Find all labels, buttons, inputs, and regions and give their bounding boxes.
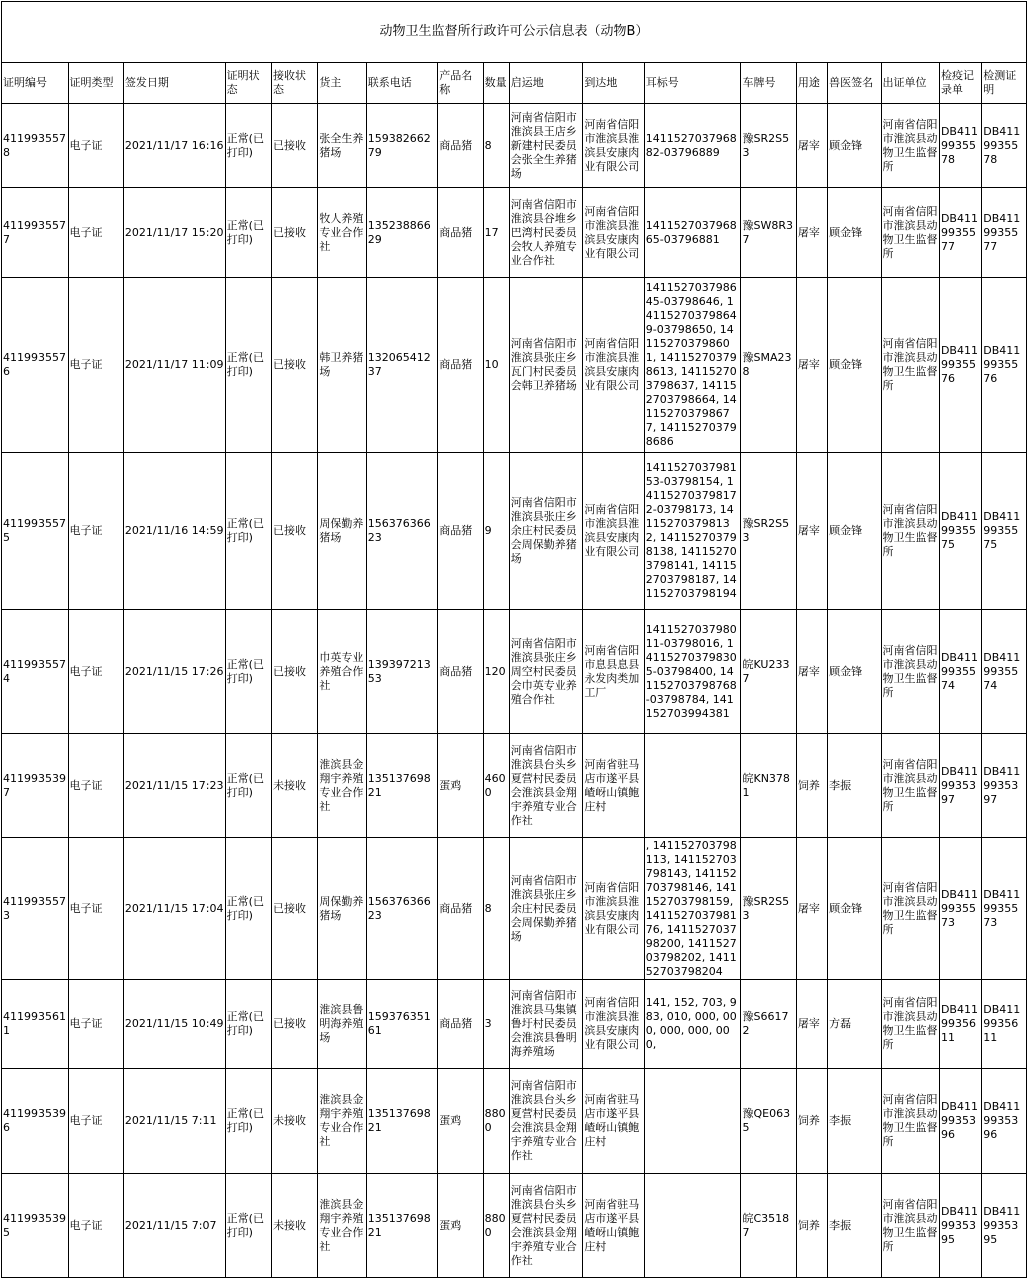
permit-table (1, 1, 1027, 1278)
purpose: 屠宰 (796, 610, 827, 734)
origin: 河南省信阳市淮滨县台头乡夏营村民委员会淮滨县金翔宇养殖专业合作社 (509, 734, 583, 838)
vet-signature: 李振 (828, 1174, 881, 1278)
test-certificate: DB4119935611 (982, 980, 1027, 1069)
destination: 河南省信阳市淮滨县淮滨县安康肉业有限公司 (583, 838, 644, 980)
column-header: 货主 (318, 63, 366, 104)
cert-id: 4119935577 (2, 188, 69, 278)
cert-status: 正常(已打印) (225, 1174, 271, 1278)
test-certificate: DB4119935574 (982, 610, 1027, 734)
table-row (2, 188, 1027, 278)
test-certificate: DB4119935575 (982, 453, 1027, 610)
receive-status: 已接收 (272, 188, 318, 278)
quantity: 8 (483, 838, 509, 980)
cert-type: 电子证 (68, 1069, 123, 1174)
origin: 河南省信阳市淮滨县马集镇鲁圩村民委员会淮滨县鲁明海养殖场 (509, 980, 583, 1069)
issue-date: 2021/11/15 10:49 (123, 980, 225, 1069)
cert-status: 正常(已打印) (225, 838, 271, 980)
issue-date: 2021/11/15 17:23 (123, 734, 225, 838)
phone: 13523886629 (366, 188, 438, 278)
ear-tags (644, 734, 741, 838)
quantity: 4600 (483, 734, 509, 838)
vet-signature: 顾金锋 (828, 188, 881, 278)
vet-signature: 顾金锋 (828, 104, 881, 188)
cert-status: 正常(已打印) (225, 278, 271, 453)
inspection-record: DB4119935395 (939, 1174, 981, 1278)
product-name: 商品猪 (438, 838, 483, 980)
issue-date: 2021/11/15 17:26 (123, 610, 225, 734)
cert-id: 4119935397 (2, 734, 69, 838)
receive-status: 已接收 (272, 453, 318, 610)
column-header: 接收状态 (272, 63, 318, 104)
inspection-record: DB4119935611 (939, 980, 981, 1069)
column-header: 证明类型 (68, 63, 123, 104)
ear-tags (644, 1069, 741, 1174)
purpose: 饲养 (796, 1174, 827, 1278)
plate-number: 豫SR2S53 (741, 838, 796, 980)
cert-type: 电子证 (68, 1174, 123, 1278)
purpose: 屠宰 (796, 278, 827, 453)
cert-status: 正常(已打印) (225, 610, 271, 734)
issuing-unit: 河南省信阳市淮滨县动物卫生监督所 (881, 610, 939, 734)
issuing-unit: 河南省信阳市淮滨县动物卫生监督所 (881, 453, 939, 610)
cert-id: 4119935574 (2, 610, 69, 734)
phone: 15938266279 (366, 104, 438, 188)
phone: 13939721353 (366, 610, 438, 734)
cert-id: 4119935576 (2, 278, 69, 453)
cert-type: 电子证 (68, 838, 123, 980)
purpose: 屠宰 (796, 188, 827, 278)
column-header: 检疫记录单 (939, 63, 981, 104)
ear-tags (644, 1174, 741, 1278)
phone: 13513769821 (366, 734, 438, 838)
origin: 河南省信阳市淮滨县台头乡夏营村民委员会淮滨县金翔宇养殖专业合作社 (509, 1174, 583, 1278)
vet-signature: 李振 (828, 734, 881, 838)
table-row (2, 104, 1027, 188)
column-header: 耳标号 (644, 63, 741, 104)
issue-date: 2021/11/15 7:07 (123, 1174, 225, 1278)
cert-type: 电子证 (68, 453, 123, 610)
issue-date: 2021/11/15 7:11 (123, 1069, 225, 1174)
cert-status: 正常(已打印) (225, 980, 271, 1069)
issuing-unit: 河南省信阳市淮滨县动物卫生监督所 (881, 1174, 939, 1278)
owner: 牧人养殖专业合作社 (318, 188, 366, 278)
table-row (2, 1069, 1027, 1174)
inspection-record: DB4119935578 (939, 104, 981, 188)
issuing-unit: 河南省信阳市淮滨县动物卫生监督所 (881, 188, 939, 278)
vet-signature: 李振 (828, 1069, 881, 1174)
cert-id: 4119935575 (2, 453, 69, 610)
column-header: 到达地 (583, 63, 644, 104)
quantity: 8800 (483, 1069, 509, 1174)
ear-tags: 141152703796882-03796889 (644, 104, 741, 188)
product-name: 商品猪 (438, 453, 483, 610)
product-name: 商品猪 (438, 980, 483, 1069)
issuing-unit: 河南省信阳市淮滨县动物卫生监督所 (881, 1069, 939, 1174)
column-header: 证明编号 (2, 63, 69, 104)
cert-type: 电子证 (68, 278, 123, 453)
vet-signature: 顾金锋 (828, 610, 881, 734)
destination: 河南省驻马店市遂平县嵖岈山镇鲍庄村 (583, 1069, 644, 1174)
ear-tags: 141152703798645-03798646, 141152703798649-03798650, 141152703798601, 141152703798613, 141152703798637, 141152703798664, 141152703798677, 141152703798686 (644, 278, 741, 453)
cert-type: 电子证 (68, 734, 123, 838)
plate-number: 豫S66172 (741, 980, 796, 1069)
cert-type: 电子证 (68, 610, 123, 734)
column-header: 出证单位 (881, 63, 939, 104)
table-row (2, 734, 1027, 838)
origin: 河南省信阳市淮滨县张庄乡周空村民委员会巾英专业养殖合作社 (509, 610, 583, 734)
destination: 河南省驻马店市遂平县嵖岈山镇鲍庄村 (583, 734, 644, 838)
plate-number: 皖KN3781 (741, 734, 796, 838)
issuing-unit: 河南省信阳市淮滨县动物卫生监督所 (881, 838, 939, 980)
destination: 河南省信阳市息县息县永发肉类加工厂 (583, 610, 644, 734)
product-name: 蛋鸡 (438, 1174, 483, 1278)
receive-status: 已接收 (272, 838, 318, 980)
quantity: 8800 (483, 1174, 509, 1278)
owner: 周保勤养猪场 (318, 453, 366, 610)
cert-status: 正常(已打印) (225, 1069, 271, 1174)
destination: 河南省信阳市淮滨县淮滨县安康肉业有限公司 (583, 278, 644, 453)
inspection-record: DB4119935577 (939, 188, 981, 278)
column-header: 联系电话 (366, 63, 438, 104)
product-name: 商品猪 (438, 610, 483, 734)
product-name: 商品猪 (438, 104, 483, 188)
plate-number: 豫SR2S53 (741, 453, 796, 610)
origin: 河南省信阳市淮滨县谷堆乡巴湾村民委员会牧人养殖专业合作社 (509, 188, 583, 278)
owner: 巾英专业养殖合作社 (318, 610, 366, 734)
inspection-record: DB4119935576 (939, 278, 981, 453)
receive-status: 已接收 (272, 980, 318, 1069)
quantity: 10 (483, 278, 509, 453)
owner: 周保勤养猪场 (318, 838, 366, 980)
test-certificate: DB4119935577 (982, 188, 1027, 278)
cert-status: 正常(已打印) (225, 734, 271, 838)
column-header: 启运地 (509, 63, 583, 104)
receive-status: 未接收 (272, 1174, 318, 1278)
vet-signature: 顾金锋 (828, 278, 881, 453)
cert-id: 4119935573 (2, 838, 69, 980)
receive-status: 已接收 (272, 610, 318, 734)
column-header: 数量 (483, 63, 509, 104)
cert-id: 4119935578 (2, 104, 69, 188)
plate-number: 皖C35187 (741, 1174, 796, 1278)
origin: 河南省信阳市淮滨县张庄乡余庄村民委员会周保勤养猪场 (509, 453, 583, 610)
destination: 河南省驻马店市遂平县嵖岈山镇鲍庄村 (583, 1174, 644, 1278)
purpose: 屠宰 (796, 838, 827, 980)
owner: 张全生养猪场 (318, 104, 366, 188)
cert-id: 4119935611 (2, 980, 69, 1069)
inspection-record: DB4119935574 (939, 610, 981, 734)
column-header: 产品名称 (438, 63, 483, 104)
cert-status: 正常(已打印) (225, 453, 271, 610)
quantity: 3 (483, 980, 509, 1069)
product-name: 蛋鸡 (438, 1069, 483, 1174)
purpose: 饲养 (796, 1069, 827, 1174)
cert-type: 电子证 (68, 104, 123, 188)
receive-status: 已接收 (272, 278, 318, 453)
test-certificate: DB4119935397 (982, 734, 1027, 838)
cert-status: 正常(已打印) (225, 188, 271, 278)
header-row (2, 63, 1027, 104)
cert-type: 电子证 (68, 188, 123, 278)
quantity: 120 (483, 610, 509, 734)
cert-type: 电子证 (68, 980, 123, 1069)
column-header: 签发日期 (123, 63, 225, 104)
test-certificate: DB4119935573 (982, 838, 1027, 980)
inspection-record: DB4119935397 (939, 734, 981, 838)
cert-id: 4119935395 (2, 1174, 69, 1278)
issue-date: 2021/11/15 17:04 (123, 838, 225, 980)
table-row (2, 610, 1027, 734)
column-header: 用途 (796, 63, 827, 104)
purpose: 饲养 (796, 734, 827, 838)
plate-number: 豫SW8R37 (741, 188, 796, 278)
inspection-record: DB4119935396 (939, 1069, 981, 1174)
column-header: 证明状态 (225, 63, 271, 104)
product-name: 商品猪 (438, 278, 483, 453)
table-title: 动物卫生监督所行政许可公示信息表（动物B） (2, 2, 1027, 63)
column-header: 检测证明 (982, 63, 1027, 104)
quantity: 17 (483, 188, 509, 278)
receive-status: 未接收 (272, 734, 318, 838)
cert-status: 正常(已打印) (225, 104, 271, 188)
plate-number: 豫SMA238 (741, 278, 796, 453)
destination: 河南省信阳市淮滨县淮滨县安康肉业有限公司 (583, 104, 644, 188)
ear-tags: 141, 152, 703, 983, 010, 000, 000, 000, 000, 000, (644, 980, 741, 1069)
vet-signature: 顾金锋 (828, 453, 881, 610)
owner: 韩卫养猪场 (318, 278, 366, 453)
table-row (2, 453, 1027, 610)
issuing-unit: 河南省信阳市淮滨县动物卫生监督所 (881, 278, 939, 453)
column-header: 车牌号 (741, 63, 796, 104)
table-row (2, 278, 1027, 453)
owner: 淮滨县金翔宇养殖专业合作社 (318, 1174, 366, 1278)
issue-date: 2021/11/16 14:59 (123, 453, 225, 610)
table-row (2, 980, 1027, 1069)
phone: 15937635161 (366, 980, 438, 1069)
issuing-unit: 河南省信阳市淮滨县动物卫生监督所 (881, 980, 939, 1069)
origin: 河南省信阳市淮滨县王店乡新建村民委员会张全生养猪场 (509, 104, 583, 188)
quantity: 9 (483, 453, 509, 610)
issuing-unit: 河南省信阳市淮滨县动物卫生监督所 (881, 104, 939, 188)
owner: 淮滨县金翔宇养殖专业合作社 (318, 1069, 366, 1174)
destination: 河南省信阳市淮滨县淮滨县安康肉业有限公司 (583, 453, 644, 610)
inspection-record: DB4119935575 (939, 453, 981, 610)
ear-tags: 141152703798011-03798016, 141152703798305-03798400, 141152703798768-03798784, 141152703994381 (644, 610, 741, 734)
owner: 淮滨县金翔宇养殖专业合作社 (318, 734, 366, 838)
product-name: 商品猪 (438, 188, 483, 278)
quantity: 8 (483, 104, 509, 188)
phone: 15637636623 (366, 838, 438, 980)
origin: 河南省信阳市淮滨县张庄乡余庄村民委员会周保勤养猪场 (509, 838, 583, 980)
table-row (2, 838, 1027, 980)
test-certificate: DB4119935396 (982, 1069, 1027, 1174)
issue-date: 2021/11/17 15:20 (123, 188, 225, 278)
receive-status: 未接收 (272, 1069, 318, 1174)
purpose: 屠宰 (796, 104, 827, 188)
origin: 河南省信阳市淮滨县台头乡夏营村民委员会淮滨县金翔宇养殖专业合作社 (509, 1069, 583, 1174)
column-header: 兽医签名 (828, 63, 881, 104)
plate-number: 豫QE0635 (741, 1069, 796, 1174)
product-name: 蛋鸡 (438, 734, 483, 838)
cert-id: 4119935396 (2, 1069, 69, 1174)
test-certificate: DB4119935395 (982, 1174, 1027, 1278)
inspection-record: DB4119935573 (939, 838, 981, 980)
issuing-unit: 河南省信阳市淮滨县动物卫生监督所 (881, 734, 939, 838)
issue-date: 2021/11/17 11:09 (123, 278, 225, 453)
table-row (2, 1174, 1027, 1278)
purpose: 屠宰 (796, 980, 827, 1069)
origin: 河南省信阳市淮滨县张庄乡瓦门村民委员会韩卫养猪场 (509, 278, 583, 453)
purpose: 屠宰 (796, 453, 827, 610)
test-certificate: DB4119935578 (982, 104, 1027, 188)
ear-tags: , 141152703798113, 141152703798143, 141152703798146, 141152703798159, 141152703798176, 141152703798200, 141152703798202, 141152703798204 (644, 838, 741, 980)
receive-status: 已接收 (272, 104, 318, 188)
plate-number: 皖KU2337 (741, 610, 796, 734)
issue-date: 2021/11/17 16:16 (123, 104, 225, 188)
vet-signature: 方磊 (828, 980, 881, 1069)
phone: 13513769821 (366, 1069, 438, 1174)
destination: 河南省信阳市淮滨县淮滨县安康肉业有限公司 (583, 188, 644, 278)
phone: 13206541237 (366, 278, 438, 453)
phone: 15637636623 (366, 453, 438, 610)
test-certificate: DB4119935576 (982, 278, 1027, 453)
destination: 河南省信阳市淮滨县淮滨县安康肉业有限公司 (583, 980, 644, 1069)
ear-tags: 141152703798153-03798154, 141152703798172-03798173, 141152703798132, 141152703798138, 141152703798141, 141152703798187, 141152703798194 (644, 453, 741, 610)
vet-signature: 顾金锋 (828, 838, 881, 980)
ear-tags: 141152703796865-03796881 (644, 188, 741, 278)
phone: 13513769821 (366, 1174, 438, 1278)
plate-number: 豫SR2S53 (741, 104, 796, 188)
owner: 淮滨县鲁明海养殖场 (318, 980, 366, 1069)
